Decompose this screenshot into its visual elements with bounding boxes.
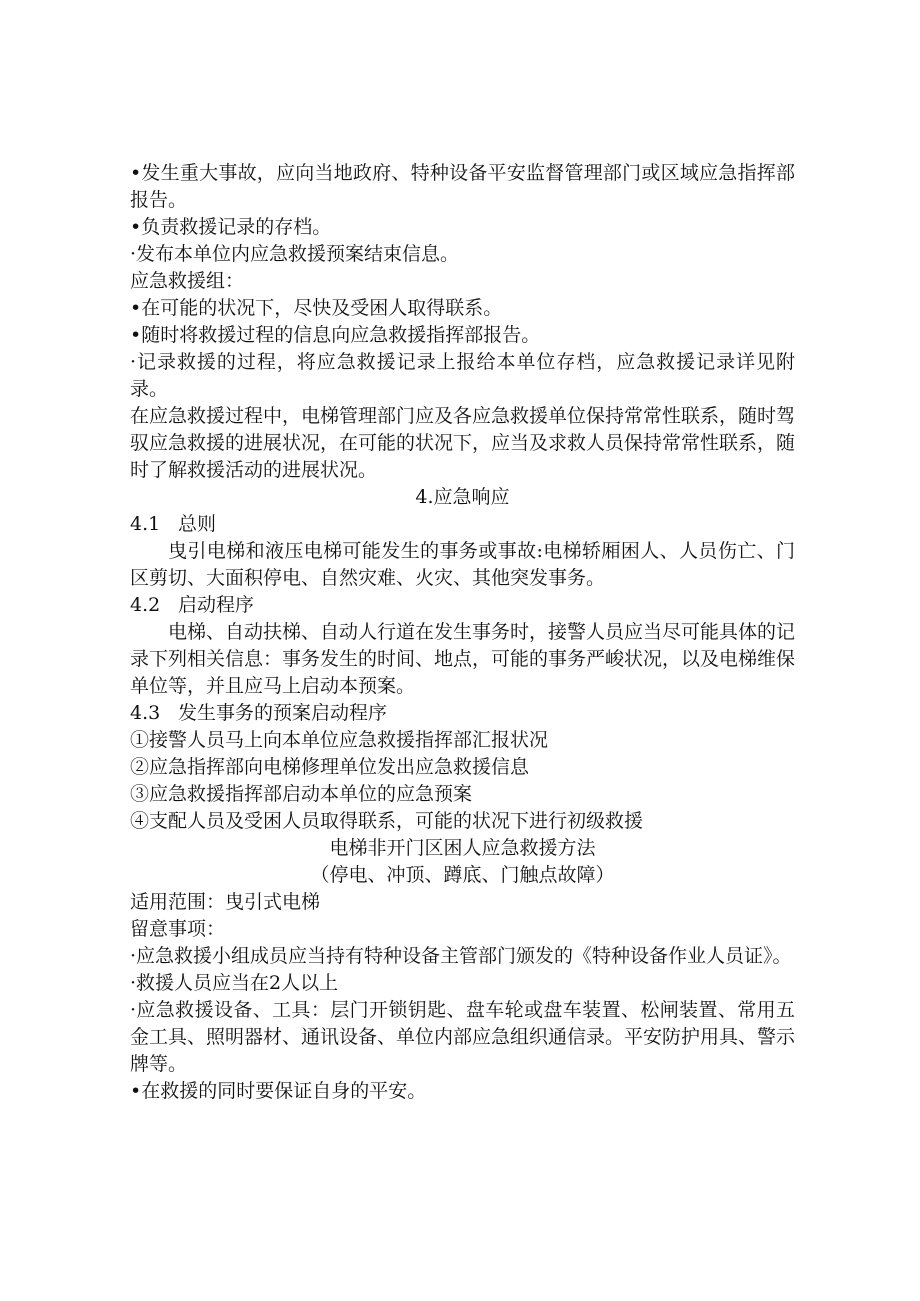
section-heading-emergency-response: 4.应急响应 <box>415 486 510 508</box>
paragraph-record-process: ·记录救援的过程，将应急救援记录上报给本单位存档，应急救援记录详见附录。 <box>130 351 795 400</box>
paragraph-release-end-info: ·发布本单位内应急救援预案结束信息。 <box>130 243 460 265</box>
section-title: 总则 <box>178 513 217 535</box>
section-body-4-1: 曳引电梯和液压电梯可能发生的事务或事故:电梯轿厢困人、人员伤亡、门区剪切、大面积停电、自然灾难、火灾、其他突发事务。 <box>130 540 795 589</box>
paragraph-report-progress: •随时将救援过程的信息向应急救援指挥部报告。 <box>130 324 541 346</box>
section-title: 发生事务的预案启动程序 <box>178 702 388 724</box>
section-heading-4-1 <box>130 511 795 538</box>
note-item: •在救援的同时要保证自身的平安。 <box>130 1080 427 1102</box>
section-title: 启动程序 <box>178 594 255 616</box>
step-item: ④支配人员及受困人员取得联系，可能的状况下进行初级救援 <box>130 810 644 832</box>
note-item: ·救援人员应当在2人以上 <box>130 972 339 994</box>
step-item: ①接警人员马上向本单位应急救援指挥部汇报状况 <box>130 729 549 751</box>
paragraph-archive-records: •负责救援记录的存档。 <box>130 216 332 238</box>
step-item: ②应急指挥部向电梯修理单位发出应急救援信息 <box>130 756 530 778</box>
section-heading-4-3 <box>130 700 795 727</box>
step-item: ③应急救援指挥部启动本单位的应急预案 <box>130 783 473 805</box>
document-body <box>130 160 795 1105</box>
section-number: 4.3 <box>130 702 161 724</box>
paragraph-contact-trapped: •在可能的状况下，尽快及受困人取得联系。 <box>130 297 503 319</box>
note-item: ·应急救援小组成员应当持有特种设备主管部门颁发的《特种设备作业人员证》。 <box>130 945 792 967</box>
section-body-4-2: 电梯、自动扶梯、自动人行道在发生事务时，接警人员应当尽可能具体的记录下列相关信息：事务发生的时间、地点，可能的事务严峻状况，以及电梯维保单位等，并且应马上启动本预案。 <box>130 621 796 697</box>
paragraph-report-accident: •发生重大事故，应向当地政府、特种设备平安监督管理部门或区域应急指挥部报告。 <box>130 162 795 211</box>
section-heading-4-2 <box>130 592 795 619</box>
section-number: 4.2 <box>130 594 161 616</box>
paragraph-keep-contact: 在应急救援过程中，电梯管理部门应及各应急救援单位保持常常性联系，随时驾驭应急救援的进展状况，在可能的状况下，应当及求救人员保持常常性联系，随时了解救援活动的进展状况。 <box>130 405 796 481</box>
rescue-group-label: 应急救援组： <box>130 270 245 292</box>
notes-label: 留意事项： <box>130 918 226 940</box>
method-title: 电梯非开门区困人应急救援方法 <box>329 837 596 859</box>
section-number: 4.1 <box>130 513 161 535</box>
scope-line: 适用范围：曳引式电梯 <box>130 891 321 913</box>
method-subtitle: （停电、冲顶、蹲底、门触点故障） <box>310 864 615 886</box>
note-item: ·应急救援设备、工具：层门开锁钥匙、盘车轮或盘车装置、松闸装置、常用五金工具、照明器材、通讯设备、单位内部应急组织通信录。平安防护用具、警示牌等。 <box>130 999 796 1075</box>
